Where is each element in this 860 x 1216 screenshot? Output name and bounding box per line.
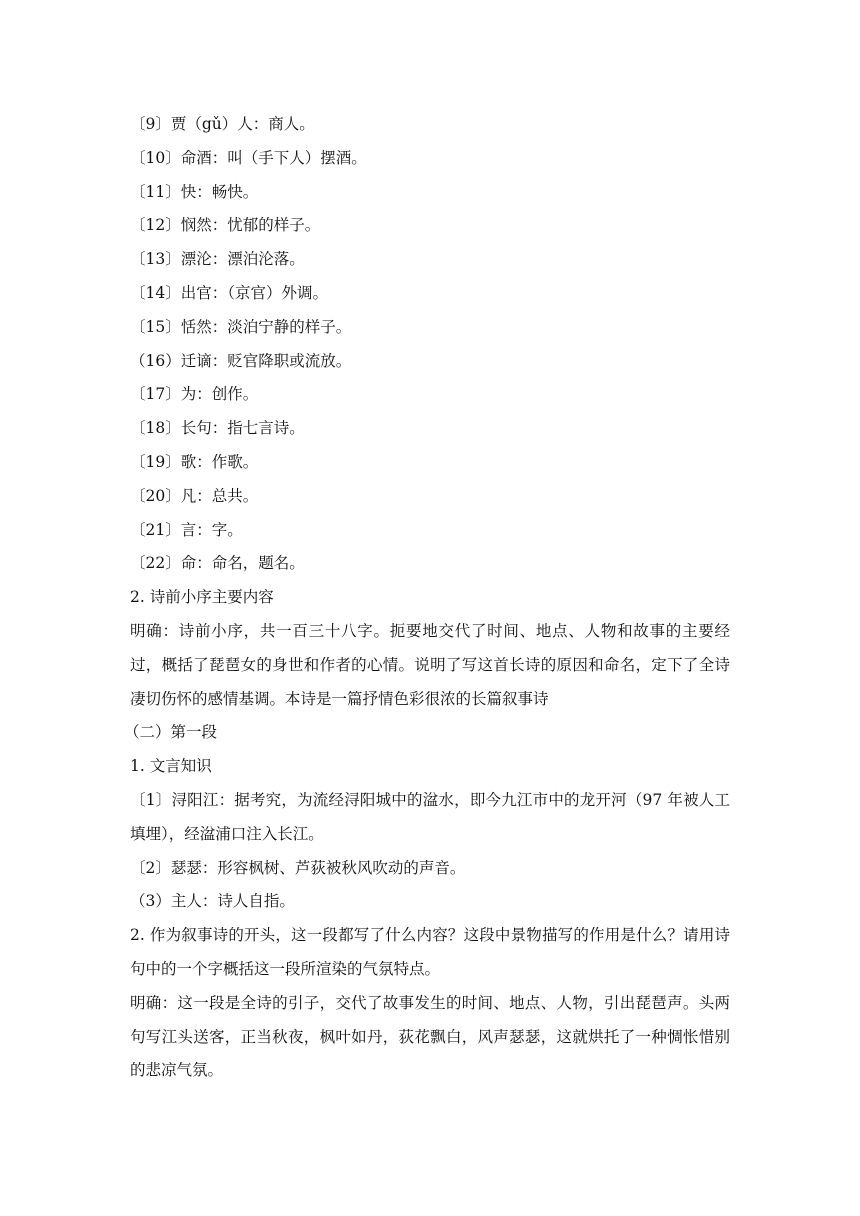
classical-knowledge-heading: 1. 文言知识 [130,757,212,776]
note-22: 〔22〕命：命名，题名。 [130,554,305,573]
note-17: 〔17〕为：创作。 [130,385,259,404]
note-11: 〔11〕快：畅快。 [130,182,259,201]
classical-note-1: 〔1〕浔阳江：据考究，为流经浔阳城中的湓水，即今九江市中的龙开河（97 年被人工填埋），经湓浦口注入长江。 [130,790,730,843]
note-21: 〔21〕言：字。 [130,520,243,539]
question-2: 2. 作为叙事诗的开头，这一段都写了什么内容？这段中景物描写的作用是什么？请用诗句中的一个字概括这一段所渲染的气氛特点。 [130,926,730,978]
note-19: 〔19〕歌：作歌。 [130,452,259,471]
classical-note-2: 〔2〕瑟瑟：形容枫树、芦荻被秋风吹动的声音。 [130,858,466,877]
preface-heading: 2. 诗前小序主要内容 [130,588,274,607]
note-12: 〔12〕悯然：忧郁的样子。 [130,216,321,235]
note-15: 〔15〕恬然：淡泊宁静的样子。 [130,317,352,336]
preface-answer: 明确：诗前小序，共一百三十八字。扼要地交代了时间、地点、人物和故事的主要经过，概括了琵琶女的身世和作者的心情。说明了写这首长诗的原因和命名，定下了全诗凄切伤怀的感情基调。本诗是一篇抒情色彩很浓的长篇叙事诗 [130,621,730,708]
note-9: 〔9〕贾（gǔ）人：商人。 [130,115,315,133]
note-10: 〔10〕命酒：叫（手下人）摆酒。 [130,148,367,167]
note-20: 〔20〕凡：总共。 [130,486,259,505]
note-16: （16）迁谪：贬官降职或流放。 [130,351,352,370]
classical-note-3: （3）主人：诗人自指。 [130,892,295,911]
section-heading: （二）第一段 [124,723,218,742]
note-13: 〔13〕漂沦：漂泊沦落。 [130,250,305,269]
note-14: 〔14〕出官：（京官）外调。 [130,283,328,302]
document-body [124,108,730,1088]
note-18: 〔18〕长句：指七言诗。 [130,419,305,438]
answer-2: 明确：这一段是全诗的引子，交代了故事发生的时间、地点、人物，引出琵琶声。头两句写江头送客，正当秋夜，枫叶如丹，荻花飘白，风声瑟瑟，这就烘托了一种惆怅惜别的悲凉气氛。 [130,993,730,1080]
